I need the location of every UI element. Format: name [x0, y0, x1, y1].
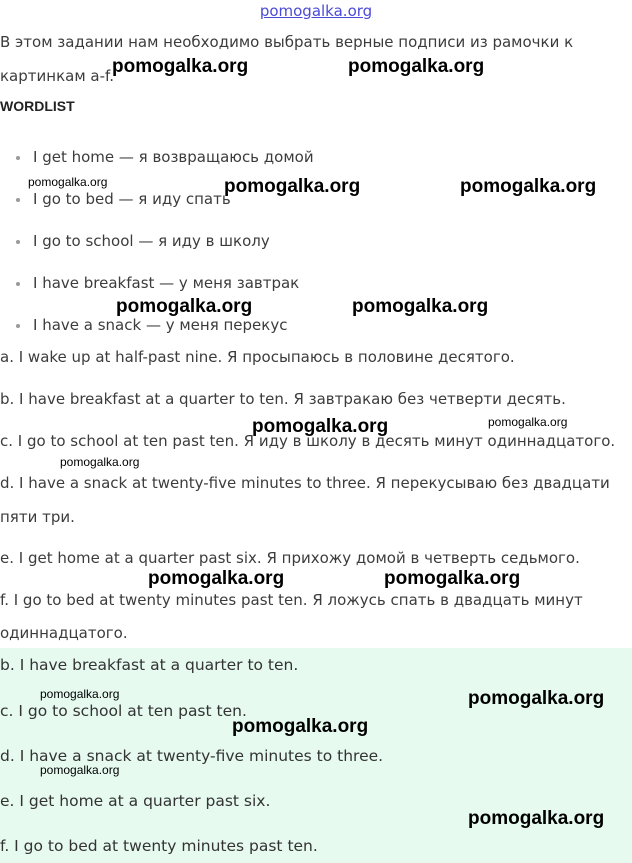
- sentence-e: e. I get home at a quarter past six. Я прихожу домой в четверть седьмого.: [0, 549, 580, 567]
- sentence-b: b. I have breakfast at a quarter to ten. Я завтракаю без четверти десять.: [0, 390, 566, 408]
- watermark: pomogalka.org: [460, 176, 597, 197]
- answer-d: d. I have a snack at twenty-five minutes to three.: [0, 747, 384, 765]
- watermark: pomogalka.org: [112, 56, 249, 77]
- answer-f: f. I go to bed at twenty minutes past ten.: [0, 837, 318, 855]
- bullet-icon: [16, 198, 20, 202]
- sentence-f-line-2: одиннадцатого.: [0, 624, 128, 642]
- watermark: pomogalka.org: [224, 176, 361, 197]
- bullet-icon: [16, 282, 20, 286]
- sentence-f-line-1: f. I go to bed at twenty minutes past ten. Я ложусь спать в двадцать минут: [0, 591, 583, 609]
- intro-line-1: В этом задании нам необходимо выбрать верные подписи из рамочки к: [0, 33, 574, 51]
- answer-b: b. I have breakfast at a quarter to ten.: [0, 656, 299, 674]
- watermark: pomogalka.org: [488, 415, 568, 429]
- bullet-icon: [16, 324, 20, 328]
- watermark: pomogalka.org: [28, 175, 108, 189]
- watermark: pomogalka.org: [252, 416, 389, 437]
- bullet-icon: [16, 156, 20, 160]
- wordlist-item: I have breakfast — у меня завтрак: [33, 274, 300, 292]
- watermark: pomogalka.org: [60, 455, 140, 469]
- watermark: pomogalka.org: [40, 687, 120, 701]
- watermark: pomogalka.org: [232, 716, 369, 737]
- sentence-d-line-2: пяти три.: [0, 508, 75, 526]
- wordlist-item: I have a snack — у меня перекус: [33, 316, 288, 334]
- watermark: pomogalka.org: [116, 296, 253, 317]
- answer-c: c. I go to school at ten past ten.: [0, 702, 247, 720]
- sentence-a: a. I wake up at half-past nine. Я просыпаюсь в половине десятого.: [0, 348, 515, 366]
- watermark: pomogalka.org: [348, 56, 485, 77]
- watermark: pomogalka.org: [352, 296, 489, 317]
- wordlist-item: I go to school — я иду в школу: [33, 232, 270, 250]
- watermark: pomogalka.org: [384, 568, 521, 589]
- sentence-c: c. I go to school at ten past ten. Я иду в школу в десять минут одиннадцатого.: [0, 432, 616, 450]
- bullet-icon: [16, 240, 20, 244]
- intro-line-2: картинкам a-f.: [0, 67, 114, 85]
- sentence-d-line-1: d. I have a snack at twenty-five minutes to three. Я перекусываю без двадцати: [0, 474, 610, 492]
- wordlist-item: I go to bed — я иду спать: [33, 190, 231, 208]
- watermark: pomogalka.org: [148, 568, 285, 589]
- watermark: pomogalka.org: [40, 763, 120, 777]
- watermark: pomogalka.org: [468, 808, 605, 829]
- wordlist-item: I get home — я возвращаюсь домой: [33, 148, 314, 166]
- answer-e: e. I get home at a quarter past six.: [0, 792, 271, 810]
- wordlist-heading: WORDLIST: [0, 98, 75, 114]
- site-title-link[interactable]: pomogalka.org: [259, 2, 373, 20]
- watermark: pomogalka.org: [468, 688, 605, 709]
